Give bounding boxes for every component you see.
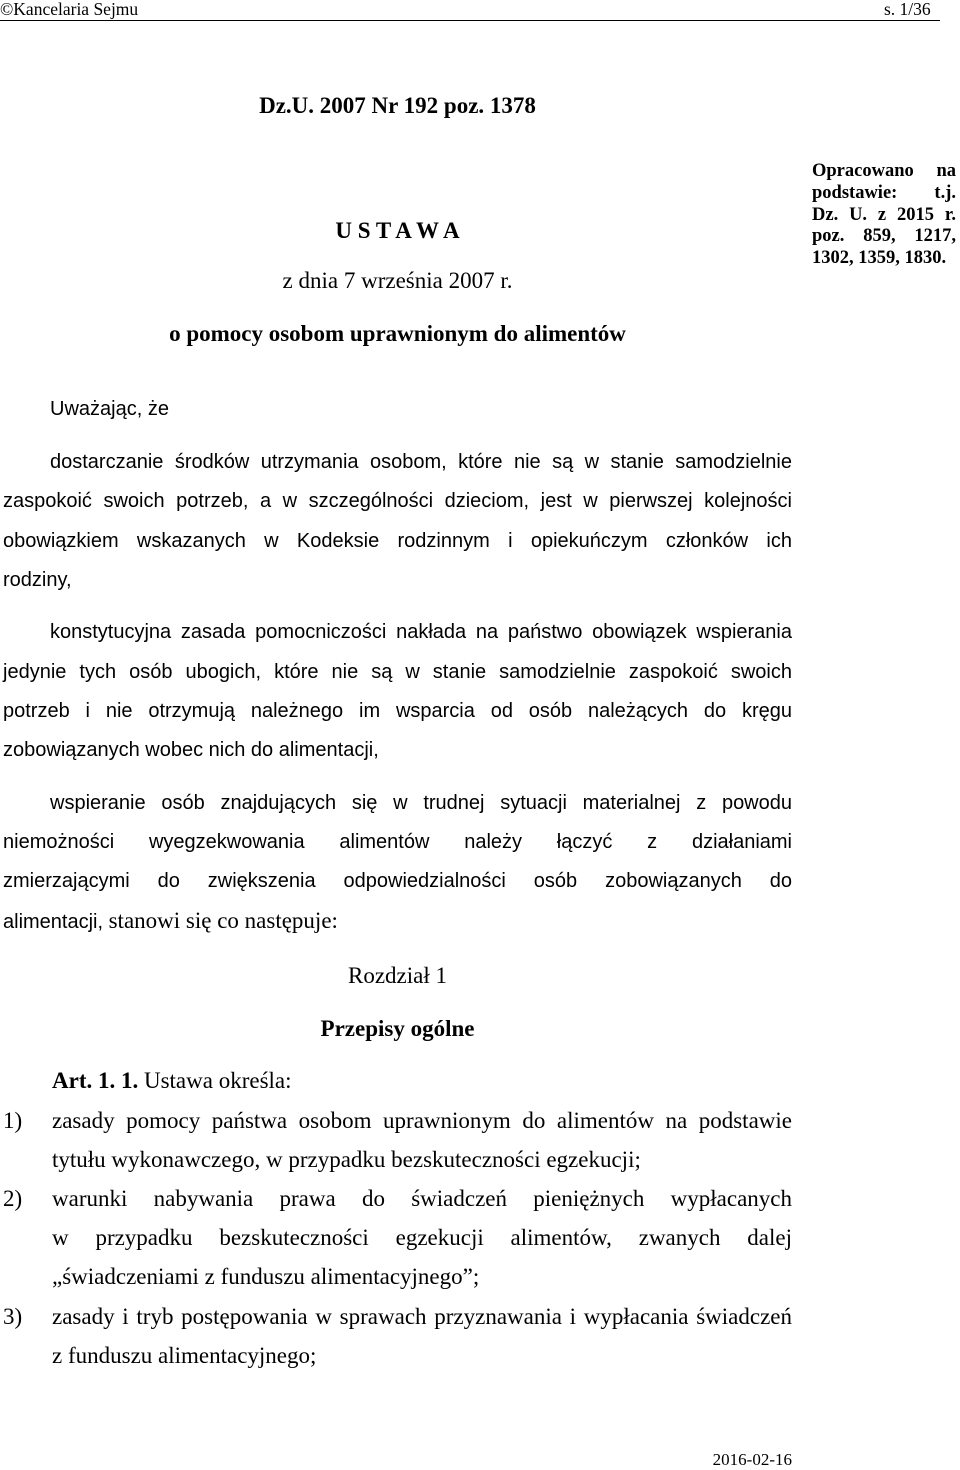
list-item-line: „świadczeniami z funduszu alimentacyjnego”;: [52, 1264, 480, 1290]
preamble-line: dostarczanie środków utrzymania osobom, które nie są w stanie samodzielnie: [50, 451, 792, 474]
preamble-line: rodziny,: [3, 568, 72, 591]
preamble-paragraph: [3, 784, 792, 943]
consolidation-note-line: Dz. U. z 2015 r.: [812, 204, 956, 225]
footer-date: 2016-02-16: [712, 1450, 792, 1469]
list-item-text: [52, 1179, 792, 1297]
preamble-line: jedynie tych osób ubogich, które nie są w stanie samodzielnie zaspokoić swoich: [3, 660, 792, 683]
chapter-title: Przepisy ogólne: [320, 1015, 475, 1041]
preamble-line: zaspokoić swoich potrzeb, a w szczególności dzieciom, jest w pierwszej kolejności: [3, 490, 792, 513]
consolidation-note-line: 1302, 1359, 1830.: [812, 248, 947, 268]
page-number: s. 1/36: [884, 0, 931, 19]
article-lead: Ustawa określa:: [143, 1068, 292, 1094]
article-line: [3, 1061, 792, 1100]
act-title: o pomocy osobom uprawnionym do alimentów: [169, 321, 626, 346]
consolidation-note: [812, 161, 956, 270]
preamble-line: niemożności wyegzekwowania alimentów należy łączyć z działaniami: [3, 830, 792, 853]
preamble-line: zobowiązanych wobec nich do alimentacji,: [3, 739, 379, 762]
list-item-text: [52, 1297, 792, 1375]
preamble-line: konstytucyjna zasada pomocniczości nakłada na państwo obowiązek wspierania: [50, 621, 792, 644]
preamble-line: zmierzającymi do zwiększenia odpowiedzialności osób zobowiązanych do: [3, 870, 792, 893]
header-divider: [0, 20, 940, 21]
enacting-formula: stanowi się co następuje:: [108, 908, 338, 934]
journal-citation: Dz.U. 2007 Nr 192 poz. 1378: [259, 93, 536, 118]
list-item: [3, 1297, 792, 1375]
preamble-line: potrzeb i nie otrzymują należnego im wsparcia od osób należących do kręgu: [3, 699, 792, 722]
act-date: z dnia 7 września 2007 r.: [282, 268, 513, 293]
preamble-paragraph: [3, 613, 792, 770]
document-body: [3, 390, 792, 1375]
list-item-line: z funduszu alimentacyjnego;: [52, 1342, 317, 1368]
list-item-line: zasady i tryb postępowania w sprawach przyznawania i wypłacania świadczeń: [52, 1303, 792, 1329]
list-item-line: tytułu wykonawczego, w przypadku bezskuteczności egzekucji;: [52, 1146, 641, 1172]
preamble-last-line: [3, 901, 792, 942]
list-item-number: 1): [3, 1107, 23, 1133]
article-heading: Art. 1. 1.: [52, 1068, 139, 1094]
preamble-line: alimentacji,: [3, 911, 104, 934]
list-item-line: zasady pomocy państwa osobom uprawnionym do alimentów na podstawie: [52, 1107, 792, 1133]
preamble-intro: Uważając, że: [50, 398, 169, 421]
consolidation-note-line: podstawie: t.j.: [812, 182, 956, 203]
consolidation-note-line: Opracowano na: [812, 161, 956, 181]
list-item-line: warunki nabywania prawa do świadczeń pieniężnych wypłacanych: [52, 1186, 792, 1212]
preamble-paragraph: [3, 443, 792, 600]
preamble-line: obowiązkiem wskazanych w Kodeksie rodzinnym i opiekuńczym członków ich: [3, 529, 792, 552]
consolidation-note-line: poz. 859, 1217,: [812, 226, 956, 247]
list-item-number: 2): [3, 1186, 23, 1212]
list-item-text: [52, 1101, 792, 1179]
list-item: [3, 1179, 792, 1297]
preamble-line: wspieranie osób znajdujących się w trudnej sytuacji materialnej z powodu: [50, 791, 792, 814]
list-item-number: 3): [3, 1303, 23, 1329]
chapter-number: Rozdział 1: [348, 963, 447, 989]
list-item-line: w przypadku bezskuteczności egzekucji alimentów, zwanych dalej: [52, 1225, 792, 1251]
act-type: U S T A W A: [335, 218, 460, 243]
list-item: [3, 1101, 792, 1179]
header-source: ©Kancelaria Sejmu: [0, 0, 139, 19]
